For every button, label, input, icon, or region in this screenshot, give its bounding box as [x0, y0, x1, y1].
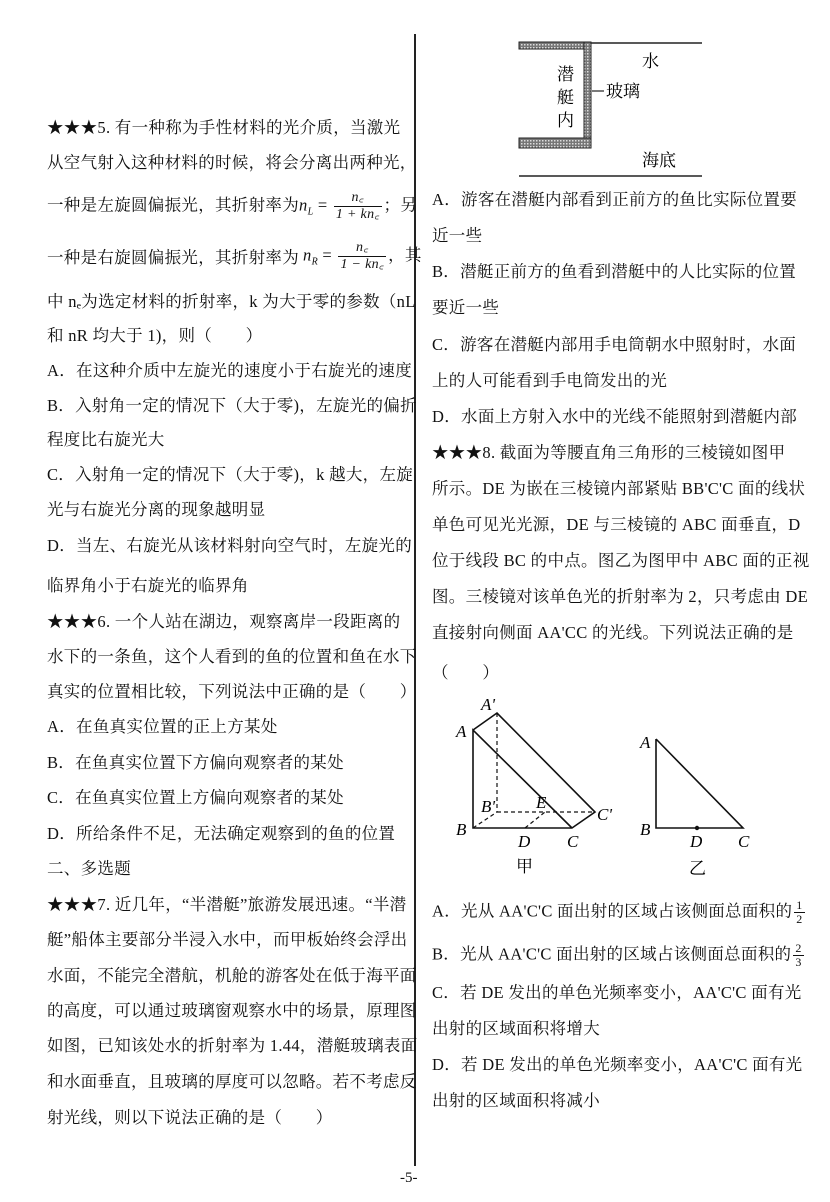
text-line: 单色可见光光源，DE 与三棱镜的 ABC 面垂直，D — [432, 515, 801, 534]
denominator: 1 − kn꜀ — [340, 257, 385, 272]
formula-line-left-rotation — [47, 190, 417, 223]
text: ；另 — [383, 195, 418, 215]
caption-jia: 甲 — [516, 857, 533, 876]
subscript: R — [311, 256, 318, 268]
text-line: ★★★7. 近几年，“半潜艇”旅游发展迅速。“半潜 — [47, 895, 407, 914]
text-line: 近一些 — [432, 226, 483, 245]
hull-top — [519, 42, 591, 49]
text: 一种是左旋圆偏振光，其折射率为 — [47, 195, 299, 215]
text-line: （ ） — [432, 663, 500, 682]
text-line: ★★★5. 有一种称为手性材料的光介质，当激光 — [47, 118, 401, 137]
text-line: 水面，不能完全潜航，机舱的游客处在低于海平面 — [47, 966, 417, 985]
text-line: 一种是右旋圆偏振光，其折射率为 — [47, 248, 299, 267]
text-line: 图。三棱镜对该单色光的折射率为 2，只考虑由 DE — [432, 587, 808, 606]
equals: = — [317, 245, 333, 265]
label-inside: 潜 — [557, 65, 574, 84]
text-line: C．入射角一定的情况下（大于零)，k 越大，左旋 — [47, 465, 414, 484]
subscript: L — [307, 206, 314, 218]
text-line: 直接射向侧面 AA'CC 的光线。下列说法正确的是 — [432, 623, 794, 642]
label-inside: 内 — [557, 111, 574, 130]
label-glass: 玻璃 — [606, 82, 640, 101]
text-line: B．潜艇正前方的鱼看到潜艇中的人比实际的位置 — [432, 262, 797, 281]
text: B．光从 AA'C'C 面出射的区域占该侧面总面积的 — [432, 944, 792, 964]
prism-diagram — [440, 690, 790, 885]
var: n — [303, 245, 312, 265]
label: B' — [481, 797, 496, 816]
numerator: n꜀ — [338, 240, 386, 257]
text-line: 如图，已知该处水的折射率为 1.44，潜艇玻璃表面 — [47, 1036, 418, 1055]
label-seabed: 海底 — [642, 151, 676, 170]
text-line: 的高度，可以通过玻璃窗观察水中的场景，原理图 — [47, 1001, 417, 1020]
text-line: D．若 DE 发出的单色光频率变小，AA'C'C 面有光 — [432, 1055, 803, 1074]
text-line: 要近一些 — [432, 298, 500, 317]
label: B — [640, 820, 651, 839]
text-line: 所示。DE 为嵌在三棱镜内部紧贴 BB'C'C 面的线状 — [432, 479, 806, 498]
var: n — [299, 195, 308, 215]
label-water: 水 — [642, 52, 659, 71]
hull-bottom — [519, 138, 591, 148]
label: E — [536, 793, 547, 812]
label: A — [640, 733, 651, 752]
caption-yi: 乙 — [689, 859, 706, 878]
text-line: A．在鱼真实位置的正上方某处 — [47, 717, 278, 736]
text-line: B．入射角一定的情况下（大于零)，左旋光的偏折 — [47, 396, 417, 415]
label: C — [738, 832, 750, 851]
text-line: D．所给条件不足，无法确定观察到的鱼的位置 — [47, 824, 396, 843]
fraction — [794, 899, 804, 926]
text-line: D．当左、右旋光从该材料射向空气时，左旋光的 — [47, 536, 413, 555]
label: A — [456, 722, 467, 741]
text-line: C．游客在潜艇内部用手电筒朝水中照射时，水面 — [432, 335, 797, 354]
label: C — [567, 832, 579, 851]
triangle-ABC — [656, 739, 743, 828]
text-line: A．在这种介质中左旋光的速度小于右旋光的速度 — [47, 361, 413, 380]
text-line: C．在鱼真实位置上方偏向观察者的某处 — [47, 788, 344, 807]
text-line: 射光线，则以下说法正确的是（ ） — [47, 1108, 333, 1127]
text-line: 和水面垂直，且玻璃的厚度可以忽略。若不考虑反 — [47, 1072, 417, 1091]
text-line: 光与右旋光分离的现象越明显 — [47, 500, 266, 519]
label: D — [690, 832, 703, 851]
point-D — [695, 826, 699, 830]
text-line: ★★★6. 一个人站在湖边，观察离岸一段距离的 — [47, 612, 401, 631]
text-line: 出射的区域面积将减小 — [432, 1091, 600, 1110]
text-line: 临界角小于右旋光的临界角 — [47, 576, 249, 595]
equals: = — [313, 195, 328, 215]
text: A．光从 AA'C'C 面出射的区域占该侧面总面积的 — [432, 901, 793, 921]
numerator: 2 — [795, 941, 802, 955]
option-8B — [432, 942, 806, 969]
label-inside: 艇 — [557, 88, 574, 107]
label: B — [456, 820, 467, 839]
text-line: 艇”船体主要部分半浸入水中，而甲板始终会浮出 — [47, 930, 408, 949]
text-line: 出射的区域面积将增大 — [432, 1019, 600, 1038]
text-line: C．若 DE 发出的单色光频率变小，AA'C'C 面有光 — [432, 983, 802, 1002]
text-line: 二、多选题 — [47, 859, 131, 878]
text-line: 程度比右旋光大 — [47, 430, 165, 449]
line-DE — [525, 812, 545, 828]
denominator: 1 + kn꜀ — [335, 207, 380, 222]
page-number: -5- — [400, 1170, 418, 1186]
text-line: D．水面上方射入水中的光线不能照射到潜艇内部 — [432, 407, 798, 426]
denominator: 2 — [796, 912, 803, 926]
label: A' — [481, 695, 496, 714]
text-line: 从空气射入这种材料的时候，将会分离出两种光， — [47, 153, 417, 172]
label: D — [518, 832, 531, 851]
submarine-diagram — [500, 35, 720, 185]
text-line: 中 nₑ为选定材料的折射率，k 为大于零的参数（nL — [47, 292, 416, 311]
fraction-nR — [338, 240, 386, 273]
text-line: ★★★8. 截面为等腰直角三角形的三棱镜如图甲 — [432, 443, 786, 462]
denominator: 3 — [795, 955, 802, 969]
text-line: 位于线段 BC 的中点。图乙为图甲中 ABC 面的正视 — [432, 551, 810, 570]
numerator: 1 — [796, 898, 803, 912]
numerator: n꜀ — [334, 190, 382, 207]
text: ，其 — [388, 245, 422, 265]
formula-right-rotation — [303, 240, 422, 273]
text-line: 水下的一条鱼，这个人看到的鱼的位置和鱼在水下 — [47, 647, 417, 666]
fraction-nL — [334, 190, 382, 223]
option-8A — [432, 899, 807, 926]
glass-wall — [584, 42, 591, 148]
text-line: B．在鱼真实位置下方偏向观察者的某处 — [47, 753, 344, 772]
text-line: 真实的位置相比较，下列说法中正确的是（ ） — [47, 682, 417, 701]
text-line: A．游客在潜艇内部看到正前方的鱼比实际位置要 — [432, 190, 798, 209]
text-line: 和 nR 均大于 1)，则（ ） — [47, 326, 263, 345]
text-line: 上的人可能看到手电筒发出的光 — [432, 371, 668, 390]
label: C' — [597, 805, 612, 824]
fraction — [793, 942, 803, 969]
